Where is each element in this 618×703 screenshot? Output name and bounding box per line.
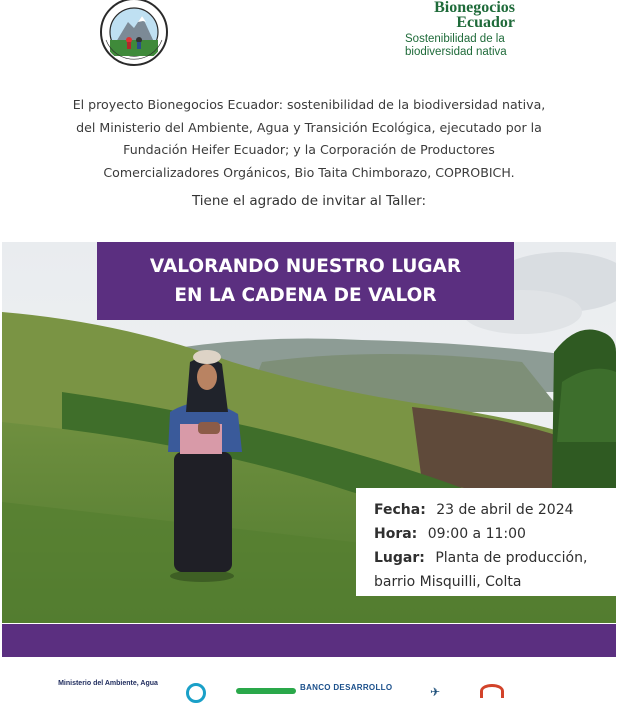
- time-row: [374, 522, 616, 546]
- footer-logos: [0, 680, 618, 699]
- intro-line: Comercializadores Orgánicos, Bio Taita Chimborazo, COPROBICH.: [103, 164, 515, 180]
- workshop-title-line2: EN LA CADENA DE VALOR: [174, 285, 437, 306]
- time-label: Hora:: [374, 526, 418, 542]
- bird-logo-icon: ✈: [430, 685, 441, 699]
- workshop-title-line1: VALORANDO NUESTRO LUGAR: [149, 256, 462, 277]
- date-row: [374, 498, 616, 522]
- ministry-text: Ministerio del Ambiente, Agua: [58, 680, 158, 687]
- bio-taita-chimborazo-logo: [96, 0, 172, 66]
- place-label: Lugar:: [374, 550, 425, 566]
- date-value: 23 de abril de 2024: [436, 502, 574, 518]
- invite-text: Tiene el agrado de invitar al Taller:: [191, 193, 427, 209]
- date-label: Fecha:: [374, 502, 426, 518]
- workshop-title: [97, 242, 514, 320]
- brand-title-line1: Bionegocios: [434, 0, 515, 16]
- brand-subtitle: [405, 33, 605, 59]
- intro-line: El proyecto Bionegocios Ecuador: sostenibilidad de la biodiversidad nativa,: [72, 97, 546, 112]
- place-value-line2: barrio Misquilli, Colta: [374, 574, 522, 590]
- bank-logo-text: BANCO DESARROLLO: [300, 683, 393, 692]
- intro-line: Fundación Heifer Ecuador; y la Corporación de Productores: [123, 142, 495, 157]
- brand-subtitle-line1: Sostenibilidad de la: [405, 33, 505, 45]
- brand-title: [405, 0, 515, 30]
- place-value: Planta de producción,: [435, 550, 588, 566]
- intro-paragraph: [40, 94, 578, 184]
- footer-band: [2, 624, 616, 657]
- heifer-logo-icon: [480, 684, 504, 698]
- ministry-logo: [58, 680, 158, 688]
- place-row-2: [374, 570, 616, 594]
- brand-title-line2: Ecuador: [456, 14, 515, 31]
- circle-logo-icon: [186, 683, 206, 703]
- bionegocios-brand: [405, 0, 605, 59]
- brand-subtitle-line2: biodiversidad nativa: [405, 46, 507, 58]
- event-details: [356, 488, 616, 596]
- place-row: [374, 546, 616, 570]
- green-logo-icon: [236, 688, 296, 694]
- intro-line: del Ministerio del Ambiente, Agua y Transición Ecológica, ejecutado por la: [76, 119, 542, 135]
- time-value: 09:00 a 11:00: [427, 526, 526, 542]
